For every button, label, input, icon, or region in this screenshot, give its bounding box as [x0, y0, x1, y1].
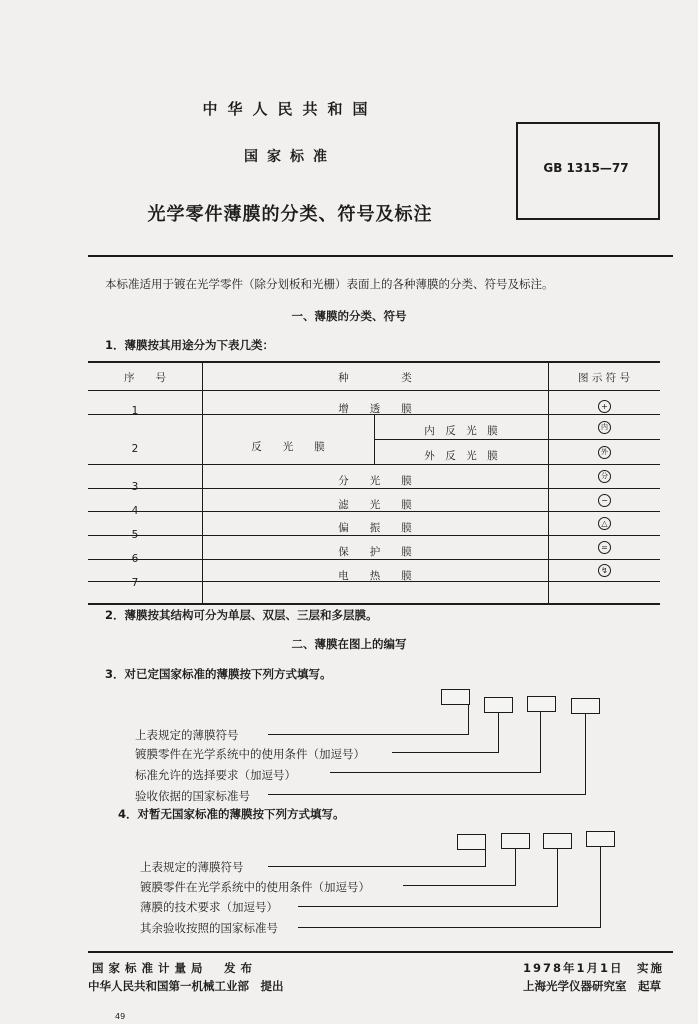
- item4-text: 4．对暂无国家标准的薄膜按下列方式填写。: [118, 807, 345, 821]
- symbol-placeholder-box: [457, 834, 486, 850]
- row-subtype: 内 反 光 膜: [424, 425, 498, 437]
- header-rule: [88, 255, 673, 257]
- row-type: 电 热 膜: [338, 570, 412, 582]
- leader-line: [392, 752, 499, 753]
- leader-line: [600, 846, 601, 928]
- drafter: 上海光学仪器研究室 起草: [523, 979, 661, 993]
- leader-label: 薄膜的技术要求（加逗号）: [140, 900, 278, 914]
- row-subtype: 外 反 光 膜: [424, 450, 498, 462]
- film-classification-table: [88, 361, 660, 605]
- leader-line: [298, 927, 601, 928]
- leader-line: [330, 772, 541, 773]
- row-seq: 2: [131, 443, 139, 455]
- leader-line: [403, 885, 516, 886]
- country-heading: 中华人民共和国: [202, 100, 378, 118]
- external-reflection-symbol-icon: 外: [598, 446, 611, 459]
- col-header-symbol: 图 示 符 号: [577, 372, 630, 384]
- electrothermal-symbol-icon: ↯: [598, 564, 611, 577]
- standard-number: GB 1315—77: [543, 161, 629, 175]
- leader-line: [485, 849, 486, 867]
- leader-label: 镀膜零件在光学系统中的使用条件（加逗号）: [135, 747, 365, 761]
- effective-date: 1978年1月1日 实施: [523, 961, 665, 975]
- item3-text: 3．对已定国家标准的薄膜按下列方式填写。: [105, 667, 332, 681]
- requirement-placeholder-box: [543, 833, 572, 849]
- leader-label: 上表规定的薄膜符号: [140, 860, 244, 874]
- row-type: 反 光 膜: [251, 441, 325, 453]
- intro-paragraph: 本标准适用于镀在光学零件（除分划板和光栅）表面上的各种薄膜的分类、符号及标注。: [105, 277, 554, 291]
- row-seq: 5: [131, 529, 139, 541]
- leader-line: [557, 848, 558, 907]
- internal-reflection-symbol-icon: 内: [598, 421, 611, 434]
- row-seq: 7: [131, 577, 139, 589]
- standard-placeholder-box: [586, 831, 615, 847]
- section1-heading: 一、薄膜的分类、符号: [291, 309, 407, 323]
- col-header-seq: 序 号: [124, 372, 166, 384]
- row-seq: 1: [131, 405, 139, 417]
- leader-line: [298, 906, 558, 907]
- leader-line: [585, 714, 586, 795]
- standard-type-heading: 国家标准: [244, 149, 336, 165]
- page-number: 49: [115, 1012, 126, 1021]
- leader-line: [540, 712, 541, 773]
- leader-line: [268, 794, 586, 795]
- row-seq: 4: [131, 505, 139, 517]
- table-hline: [374, 439, 660, 440]
- proposer: 中华人民共和国第一机械工业部 提出: [88, 979, 284, 993]
- condition-placeholder-box: [501, 833, 530, 849]
- leader-line: [468, 705, 469, 735]
- col-header-type: 种 类: [338, 372, 412, 384]
- row-type: 保 护 膜: [338, 546, 412, 558]
- beam-splitter-symbol-icon: 分: [598, 470, 611, 483]
- item2-text: 2．薄膜按其结构可分为单层、双层、三层和多层膜。: [105, 608, 378, 622]
- row-seq: 6: [131, 553, 139, 565]
- polarizer-symbol-icon: △: [598, 517, 611, 530]
- section2-heading: 二、薄膜在图上的编写: [291, 637, 407, 651]
- row-type: 滤 光 膜: [338, 499, 412, 511]
- condition-placeholder-box: [484, 697, 513, 713]
- leader-label: 标准允许的选择要求（加逗号）: [135, 768, 296, 782]
- footer-rule: [88, 951, 673, 953]
- item1-text: 1．薄膜按其用途分为下表几类：: [105, 338, 274, 352]
- leader-label: 其余验收按照的国家标准号: [140, 921, 278, 935]
- row-type: 偏 振 膜: [338, 522, 412, 534]
- row-type: 增 透 膜: [338, 403, 412, 415]
- leader-line: [268, 866, 486, 867]
- protective-symbol-icon: =: [598, 541, 611, 554]
- symbol-placeholder-box: [441, 689, 470, 705]
- document-title: 光学零件薄膜的分类、符号及标注: [147, 204, 433, 225]
- anti-reflection-symbol-icon: +: [598, 400, 611, 413]
- row-type: 分 光 膜: [338, 475, 412, 487]
- leader-label: 镀膜零件在光学系统中的使用条件（加逗号）: [140, 880, 370, 894]
- requirement-placeholder-box: [527, 696, 556, 712]
- leader-line: [515, 848, 516, 886]
- leader-line: [498, 713, 499, 753]
- leader-line: [268, 734, 469, 735]
- leader-label: 验收依据的国家标准号: [135, 789, 250, 803]
- row-seq: 3: [131, 481, 139, 493]
- leader-label: 上表规定的薄膜符号: [135, 728, 239, 742]
- table-hline: [88, 390, 660, 391]
- table-vline: [548, 363, 549, 603]
- table-hline: [88, 464, 660, 465]
- standard-placeholder-box: [571, 698, 600, 714]
- filter-symbol-icon: −: [598, 494, 611, 507]
- issuer: 国家标准计量局 发布: [92, 961, 257, 975]
